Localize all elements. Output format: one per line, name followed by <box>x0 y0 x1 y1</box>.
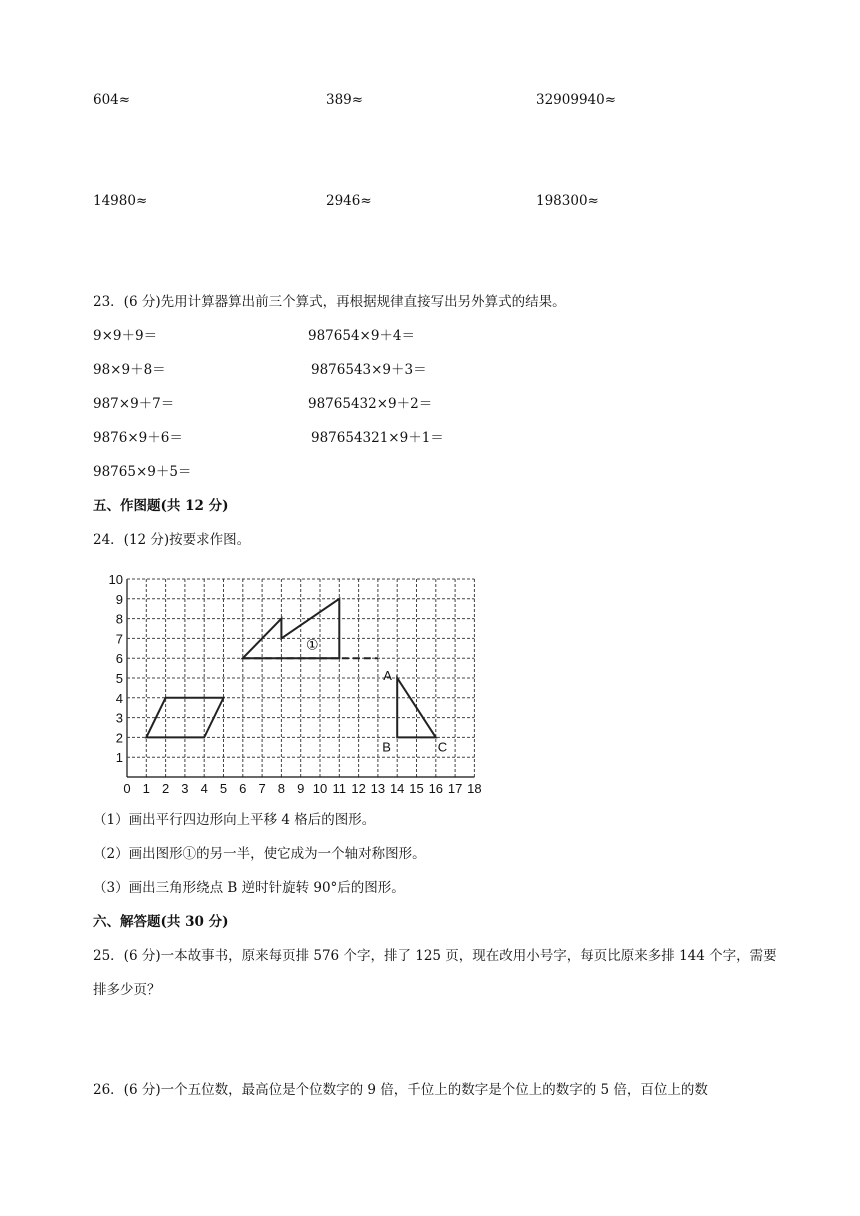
y-tick-label: 9 <box>115 591 123 607</box>
y-tick-label: 2 <box>115 730 123 746</box>
x-tick-label: 1 <box>142 781 150 796</box>
x-tick-label: 5 <box>219 781 228 796</box>
x-tick-label: 10 <box>312 781 328 796</box>
task-item: （2）画出图形①的另一半，使它成为一个轴对称图形。 <box>93 846 426 862</box>
x-tick-label: 16 <box>428 781 444 796</box>
y-tick-label: 5 <box>115 671 123 686</box>
x-tick-label: 11 <box>332 781 347 796</box>
grid-lines <box>127 579 474 777</box>
y-tick-label: 6 <box>115 651 123 667</box>
y-tick-label: 7 <box>115 631 123 647</box>
x-tick-label: 3 <box>181 781 189 796</box>
x-tick-label: 14 <box>389 781 405 796</box>
y-tick-label: 8 <box>115 611 123 627</box>
section-6-heading: 六、解答题(共 30 分) <box>93 914 229 930</box>
x-tick-label: 2 <box>161 781 170 796</box>
expression-right: 9876543×9＋3＝ <box>311 362 427 378</box>
x-tick-label: 12 <box>351 781 366 796</box>
approx-item: 2946≈ <box>326 193 372 209</box>
tick-labels <box>109 572 482 796</box>
x-tick-label: 8 <box>277 781 286 796</box>
x-tick-label: 0 <box>123 781 131 796</box>
question-25: 25．(6 分)一本故事书，原来每页排 576 个字，排了 125 页，现在改用小号字，每页比原来多排 144 个字，需要排多少页？ <box>93 948 777 998</box>
question-26: 26．(6 分)一个五位数，最高位是个位数字的 9 倍，千位上的数字是个位上的数字的 5 倍，百位上的数 <box>93 1082 708 1098</box>
expression-right: 987654×9＋4＝ <box>308 328 416 344</box>
y-tick-label: 1 <box>115 750 123 766</box>
expression-right: 987654321×9＋1＝ <box>311 430 444 446</box>
x-tick-label: 6 <box>239 781 247 796</box>
expression-right: 98765432×9＋2＝ <box>308 396 433 412</box>
x-tick-label: 9 <box>297 781 305 796</box>
x-tick-label: 7 <box>258 781 266 796</box>
point-b-label: B <box>382 739 391 755</box>
point-c-label: C <box>437 739 448 755</box>
x-tick-label: 15 <box>409 781 424 796</box>
question-24-title: 24．(12 分)按要求作图。 <box>93 532 251 548</box>
approx-item: 198300≈ <box>536 193 599 209</box>
approx-item: 32909940≈ <box>536 92 617 108</box>
coordinate-grid-figure <box>100 566 490 798</box>
figure-1-label: ① <box>305 637 319 654</box>
y-tick-label: 4 <box>115 690 123 706</box>
expression-left: 9×9＋9＝ <box>93 328 158 344</box>
approx-item: 389≈ <box>326 92 364 108</box>
x-tick-label: 17 <box>447 781 463 796</box>
shapes <box>146 599 447 755</box>
x-tick-label: 13 <box>370 781 386 796</box>
y-tick-label: 3 <box>115 710 123 726</box>
x-tick-label: 4 <box>200 781 208 796</box>
expression-left: 9876×9＋6＝ <box>93 430 183 446</box>
task-item: （1）画出平行四边形向上平移 4 格后的图形。 <box>93 812 376 828</box>
expression-left: 987×9＋7＝ <box>93 396 175 412</box>
section-5-heading: 五、作图题(共 12 分) <box>93 498 229 514</box>
approx-item: 604≈ <box>93 92 131 108</box>
expression-left: 98765×9＋5＝ <box>93 464 192 480</box>
point-a-label: A <box>383 668 392 683</box>
expression-left: 98×9＋8＝ <box>93 362 166 378</box>
approx-item: 14980≈ <box>93 193 148 209</box>
figure-1-half-shape <box>243 599 339 658</box>
y-tick-label: 10 <box>108 572 123 587</box>
x-tick-label: 18 <box>467 781 482 796</box>
task-item: （3）画出三角形绕点 B 逆时针旋转 90°后的图形。 <box>93 880 405 896</box>
question-23-title: 23．(6 分)先用计算器算出前三个算式，再根据规律直接写出另外算式的结果。 <box>93 294 566 310</box>
